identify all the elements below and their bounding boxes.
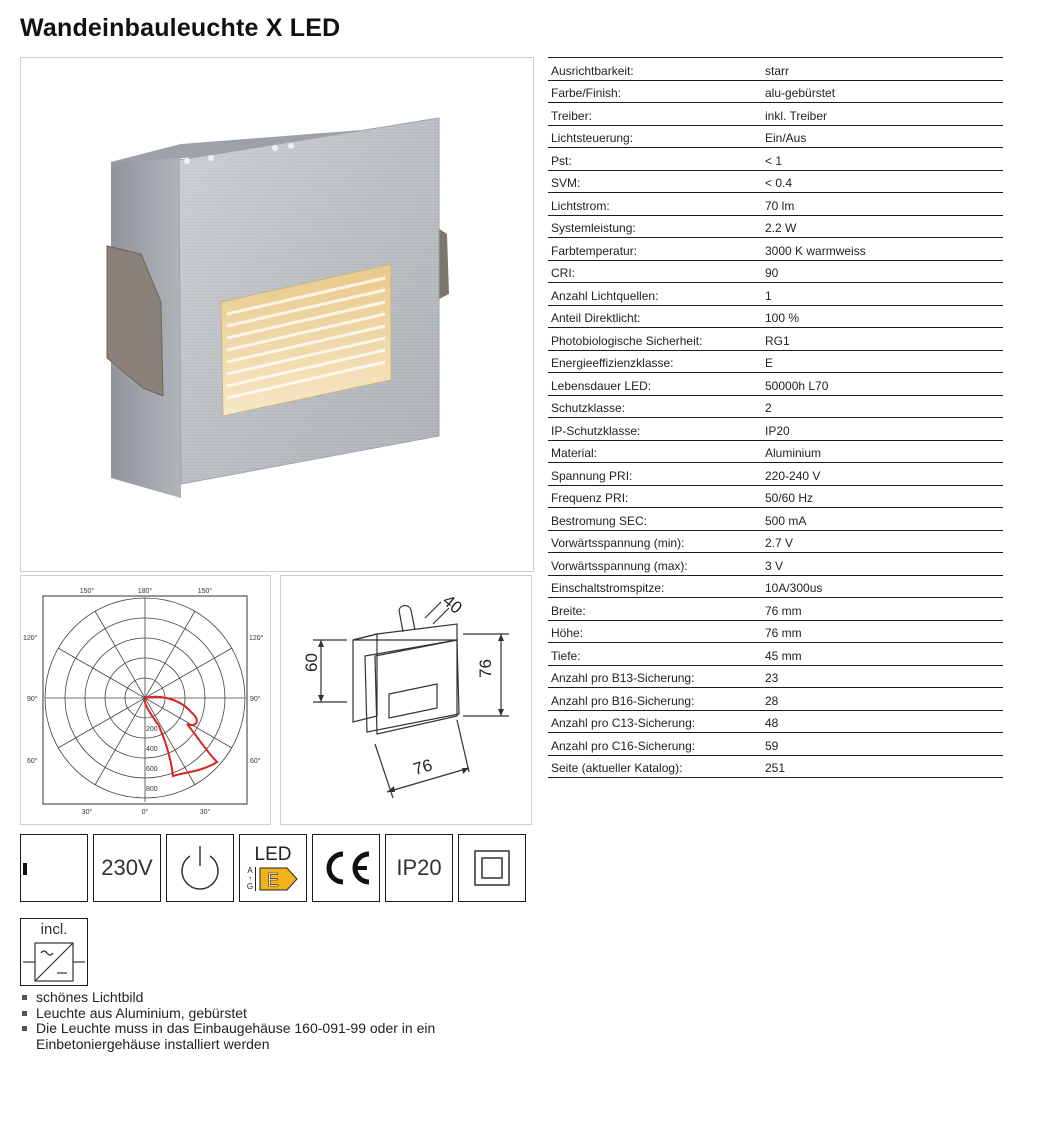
spec-value: 28 [762, 688, 1003, 711]
spec-value: 48 [762, 710, 1003, 733]
angle-label: 150° [197, 588, 213, 595]
spec-value: 220-240 V [762, 463, 1003, 486]
led-label: LED [254, 844, 292, 865]
spec-label: Energieeffizienzklasse: [548, 350, 762, 373]
spec-value: 90 [762, 260, 1003, 283]
spec-value: < 1 [762, 148, 1003, 171]
spec-value: 100 % [762, 305, 1003, 328]
angle-label: 150° [79, 588, 95, 595]
spec-label: Pst: [548, 148, 762, 171]
spec-label: Treiber: [548, 103, 762, 126]
dimension-label: 76 [410, 755, 435, 779]
spec-value: IP20 [762, 418, 1003, 441]
spec-value: 2.7 V [762, 530, 1003, 553]
spec-value: alu-gebürstet [762, 80, 1003, 103]
driver-label: incl. [40, 921, 68, 938]
energy-scale-bottom: G [246, 882, 254, 891]
ip-rating-icon [385, 834, 453, 902]
spec-label: Lichtstrom: [548, 193, 762, 216]
list-item: Die Leuchte muss in das Einbaugehäuse 160-091-99 oder in ein Einbetoniergehäuse installiert werden [20, 1021, 520, 1052]
radius-label: 800 [146, 786, 158, 793]
spec-value: < 0.4 [762, 170, 1003, 193]
spec-label: Seite (aktueller Katalog): [548, 755, 762, 778]
voltage-icon [93, 834, 161, 902]
table-row [548, 395, 1003, 418]
spec-value: 2 [762, 395, 1003, 418]
table-row [548, 508, 1003, 531]
spec-value: 3000 K warmweiss [762, 238, 1003, 261]
table-row [548, 733, 1003, 756]
spec-value: inkl. Treiber [762, 103, 1003, 126]
angle-label: 30° [199, 809, 211, 816]
spec-label: Anzahl pro B16-Sicherung: [548, 688, 762, 711]
table-row [548, 215, 1003, 238]
spec-value: 500 mA [762, 508, 1003, 531]
dimension-label: 76 [476, 659, 495, 678]
spec-label: Tiefe: [548, 643, 762, 666]
spec-value: 10A/300us [762, 575, 1003, 598]
spec-label: Systemleistung: [548, 215, 762, 238]
spec-label: Höhe: [548, 620, 762, 643]
table-row [548, 305, 1003, 328]
spec-label: CRI: [548, 260, 762, 283]
energy-class: E [267, 870, 280, 890]
spec-label: IP-Schutzklasse: [548, 418, 762, 441]
spec-label: Farbtemperatur: [548, 238, 762, 261]
table-row [548, 373, 1003, 396]
spec-label: Material: [548, 440, 762, 463]
table-row [548, 260, 1003, 283]
spec-label: Vorwärtsspannung (max): [548, 553, 762, 576]
table-row [548, 125, 1003, 148]
angle-label: 120° [23, 635, 38, 642]
list-item: schönes Lichtbild [20, 990, 520, 1006]
angle-label: 180° [137, 588, 153, 595]
spec-label: Lichtsteuerung: [548, 125, 762, 148]
radius-label: 400 [146, 746, 158, 753]
spec-value: 3 V [762, 553, 1003, 576]
marker-icon [23, 863, 27, 875]
driver-included-icon [20, 918, 88, 986]
spec-label: Anteil Direktlicht: [548, 305, 762, 328]
spec-value: 76 mm [762, 598, 1003, 621]
page-title: Wandeinbauleuchte X LED [20, 14, 341, 42]
spec-label: Schutzklasse: [548, 395, 762, 418]
spec-label: SVM: [548, 170, 762, 193]
spec-value: 251 [762, 755, 1003, 778]
spec-label: Anzahl pro C13-Sicherung: [548, 710, 762, 733]
table-row [548, 688, 1003, 711]
voltage-label: 230V [101, 855, 153, 880]
table-row [548, 328, 1003, 351]
table-row [548, 418, 1003, 441]
blank-icon [20, 834, 88, 902]
spec-label: Frequenz PRI: [548, 485, 762, 508]
power-switch-icon [166, 834, 234, 902]
feature-list [20, 990, 520, 1052]
table-row [548, 710, 1003, 733]
spec-value: 2.2 W [762, 215, 1003, 238]
energy-label-icon [239, 834, 307, 902]
radius-label: 200 [146, 726, 158, 733]
spec-label: Anzahl pro B13-Sicherung: [548, 665, 762, 688]
angle-label: 60° [27, 758, 38, 765]
radius-label: 600 [146, 766, 158, 773]
table-row [548, 485, 1003, 508]
spec-label: Farbe/Finish: [548, 80, 762, 103]
table-row [548, 575, 1003, 598]
spec-label: Lebensdauer LED: [548, 373, 762, 396]
list-item: Leuchte aus Aluminium, gebürstet [20, 1006, 520, 1022]
product-illustration [21, 58, 533, 571]
ce-mark-icon [312, 834, 380, 902]
angle-label: 90° [27, 696, 38, 703]
spec-label: Einschaltstromspitze: [548, 575, 762, 598]
table-row [548, 350, 1003, 373]
spec-label: Anzahl pro C16-Sicherung: [548, 733, 762, 756]
spec-value: Ein/Aus [762, 125, 1003, 148]
angle-label: 60° [250, 758, 261, 765]
table-row [548, 283, 1003, 306]
spec-value: RG1 [762, 328, 1003, 351]
energy-scale-top: A [247, 866, 253, 875]
angle-label: 120° [249, 635, 264, 642]
spec-value: 50000h L70 [762, 373, 1003, 396]
angle-label: 90° [250, 696, 261, 703]
spec-label: Breite: [548, 598, 762, 621]
converter-icon [21, 939, 87, 985]
dimension-label: 40 [439, 590, 466, 618]
ip-rating-label: IP20 [396, 855, 442, 880]
spec-table [548, 57, 1003, 778]
spec-value: E [762, 350, 1003, 373]
spec-value: 50/60 Hz [762, 485, 1003, 508]
table-row [548, 170, 1003, 193]
spec-value: 76 mm [762, 620, 1003, 643]
spec-value: 23 [762, 665, 1003, 688]
table-row [548, 620, 1003, 643]
table-row [548, 148, 1003, 171]
table-row [548, 238, 1003, 261]
spec-label: Bestromung SEC: [548, 508, 762, 531]
spec-label: Spannung PRI: [548, 463, 762, 486]
spec-value: 70 lm [762, 193, 1003, 216]
table-row [548, 193, 1003, 216]
spec-label: Anzahl Lichtquellen: [548, 283, 762, 306]
table-row [548, 80, 1003, 103]
angle-label: 0° [141, 809, 149, 816]
dimension-label: 60 [302, 653, 321, 672]
table-row [548, 755, 1003, 778]
spec-value: 1 [762, 283, 1003, 306]
table-row [548, 440, 1003, 463]
energy-arrow-icon [259, 867, 299, 891]
table-row [548, 643, 1003, 666]
spec-value: 59 [762, 733, 1003, 756]
spec-value: starr [762, 58, 1003, 81]
table-row [548, 553, 1003, 576]
spec-label: Ausrichtbarkeit: [548, 58, 762, 81]
table-row [548, 665, 1003, 688]
light-distribution-diagram [20, 575, 271, 825]
angle-label: 30° [81, 809, 93, 816]
protection-class-2-icon [458, 834, 526, 902]
table-row [548, 58, 1003, 81]
spec-label: Photobiologische Sicherheit: [548, 328, 762, 351]
table-row [548, 463, 1003, 486]
product-photo [20, 57, 534, 572]
spec-label: Vorwärtsspannung (min): [548, 530, 762, 553]
table-row [548, 530, 1003, 553]
arrow-up-icon: ↑ [247, 874, 252, 883]
spec-value: Aluminium [762, 440, 1003, 463]
table-row [548, 103, 1003, 126]
dimension-drawing [280, 575, 532, 825]
table-row [548, 598, 1003, 621]
spec-value: 45 mm [762, 643, 1003, 666]
